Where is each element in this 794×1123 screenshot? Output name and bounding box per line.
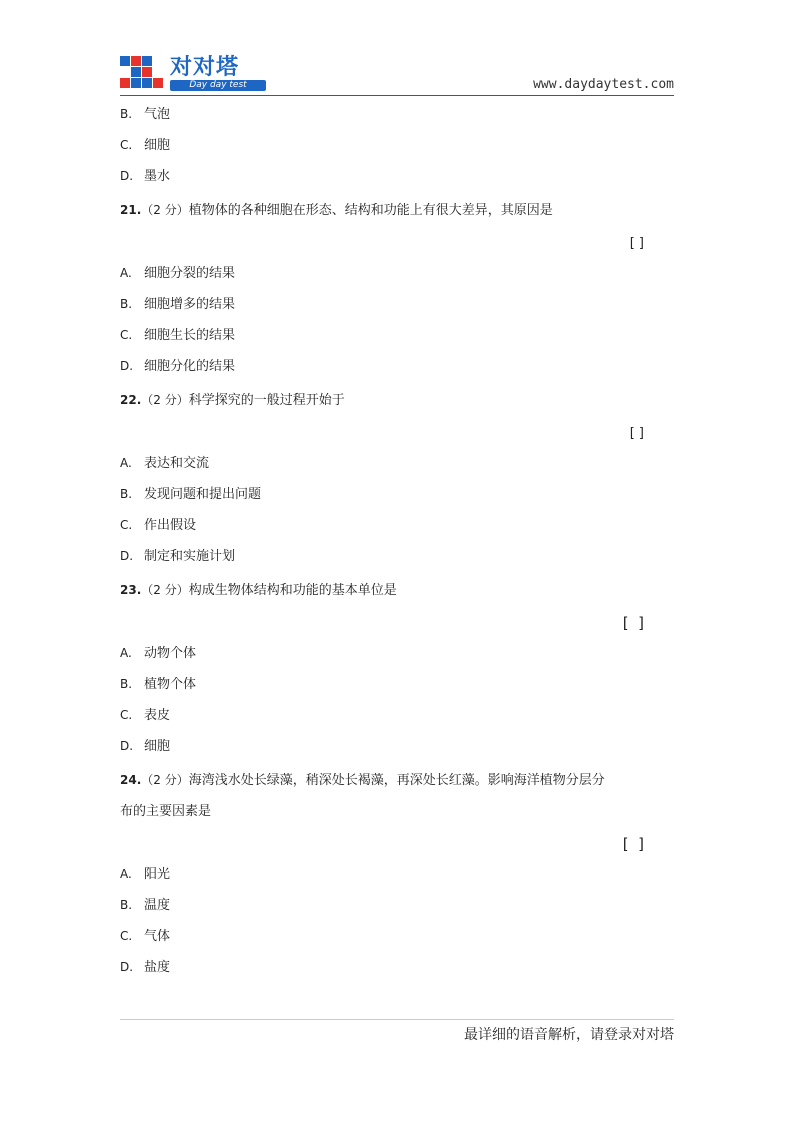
- question-stem: [120, 765, 674, 796]
- option-letter: A.: [120, 867, 132, 881]
- option-item: [120, 955, 674, 986]
- option-text: 细胞分化的结果: [144, 359, 236, 374]
- option-letter: A.: [120, 646, 132, 660]
- logo-brand-tagline: Day day test: [170, 80, 266, 91]
- question-text: 植物体的各种细胞在形态、结构和功能上有很大差异，其原因是: [188, 203, 553, 218]
- option-letter: C.: [120, 518, 133, 532]
- question-stem: [120, 385, 674, 416]
- question-number: 23.: [120, 583, 142, 597]
- option-letter: B.: [120, 487, 133, 501]
- option-letter: A.: [120, 266, 132, 280]
- question-text: 科学探究的一般过程开始于: [188, 393, 345, 408]
- question-text-line1: 海湾浅水处长绿藻，稍深处长褐藻，再深处长红藻。影响海洋植物分层分: [188, 773, 605, 788]
- question-score: （2 分）: [141, 203, 189, 217]
- option-text: 表皮: [144, 708, 171, 723]
- question-score: （2 分）: [141, 393, 189, 407]
- option-text: 气泡: [144, 107, 171, 122]
- option-item: [120, 451, 674, 482]
- option-item: [120, 544, 674, 575]
- question-stem: [120, 575, 674, 606]
- option-text: 阳光: [144, 867, 171, 882]
- option-text: 温度: [144, 898, 171, 913]
- option-text: 作出假设: [144, 518, 197, 533]
- option-item: [120, 513, 674, 544]
- option-letter: C.: [120, 138, 133, 152]
- option-letter: D.: [120, 359, 134, 373]
- option-text: 动物个体: [144, 646, 197, 661]
- logo-brand-name: 对对塔: [170, 55, 240, 80]
- option-letter: D.: [120, 960, 134, 974]
- option-letter: B.: [120, 297, 133, 311]
- question-number: 24.: [120, 773, 142, 787]
- option-letter: D.: [120, 739, 134, 753]
- question-number: 22.: [120, 393, 142, 407]
- option-text: 发现问题和提出问题: [144, 487, 262, 502]
- site-url-link[interactable]: www.daydaytest.com: [533, 77, 674, 92]
- option-text: 气体: [144, 929, 171, 944]
- footer-promo-text: 最详细的语音解析，请登录对对塔: [464, 1027, 674, 1043]
- option-letter: B.: [120, 107, 133, 121]
- option-text: 制定和实施计划: [144, 549, 236, 564]
- option-item: [120, 102, 674, 133]
- option-text: 细胞生长的结果: [144, 328, 236, 343]
- option-text: 表达和交流: [144, 456, 210, 471]
- answer-bracket: [ ]: [622, 614, 644, 632]
- option-item: [120, 164, 674, 195]
- option-letter: C.: [120, 708, 133, 722]
- answer-bracket: [ ]: [629, 236, 644, 251]
- option-item: [120, 292, 674, 323]
- question-score: （2 分）: [141, 583, 189, 597]
- option-item: [120, 924, 674, 955]
- option-text: 细胞: [144, 138, 171, 153]
- option-letter: C.: [120, 328, 133, 342]
- option-text: 墨水: [144, 169, 171, 184]
- daydaytest-logo[interactable]: [120, 56, 250, 92]
- option-item: [120, 323, 674, 354]
- question-stem: [120, 195, 674, 226]
- logo-mosaic-icon: [120, 56, 164, 90]
- option-letter: D.: [120, 169, 134, 183]
- answer-bracket: [ ]: [629, 426, 644, 441]
- option-letter: C.: [120, 929, 133, 943]
- option-text: 细胞: [144, 739, 171, 754]
- footer-divider: [120, 1019, 674, 1020]
- question-text: 构成生物体结构和功能的基本单位是: [188, 583, 397, 598]
- option-text: 盐度: [144, 960, 171, 975]
- option-item: [120, 482, 674, 513]
- question-content: [120, 102, 674, 986]
- option-item: [120, 261, 674, 292]
- option-item: [120, 703, 674, 734]
- option-text: 细胞增多的结果: [144, 297, 236, 312]
- answer-bracket: [ ]: [622, 835, 644, 853]
- option-letter: D.: [120, 549, 134, 563]
- option-letter: A.: [120, 456, 132, 470]
- header-divider: [120, 95, 674, 96]
- option-item: [120, 893, 674, 924]
- question-stem-continued: 布的主要因素是: [120, 804, 212, 819]
- option-item: [120, 862, 674, 893]
- option-text: 植物个体: [144, 677, 197, 692]
- option-item: [120, 354, 674, 385]
- option-letter: B.: [120, 677, 133, 691]
- option-item: [120, 133, 674, 164]
- option-letter: B.: [120, 898, 133, 912]
- option-item: [120, 734, 674, 765]
- option-text: 细胞分裂的结果: [144, 266, 236, 281]
- question-score: （2 分）: [141, 773, 189, 787]
- option-item: [120, 641, 674, 672]
- question-number: 21.: [120, 203, 142, 217]
- option-item: [120, 672, 674, 703]
